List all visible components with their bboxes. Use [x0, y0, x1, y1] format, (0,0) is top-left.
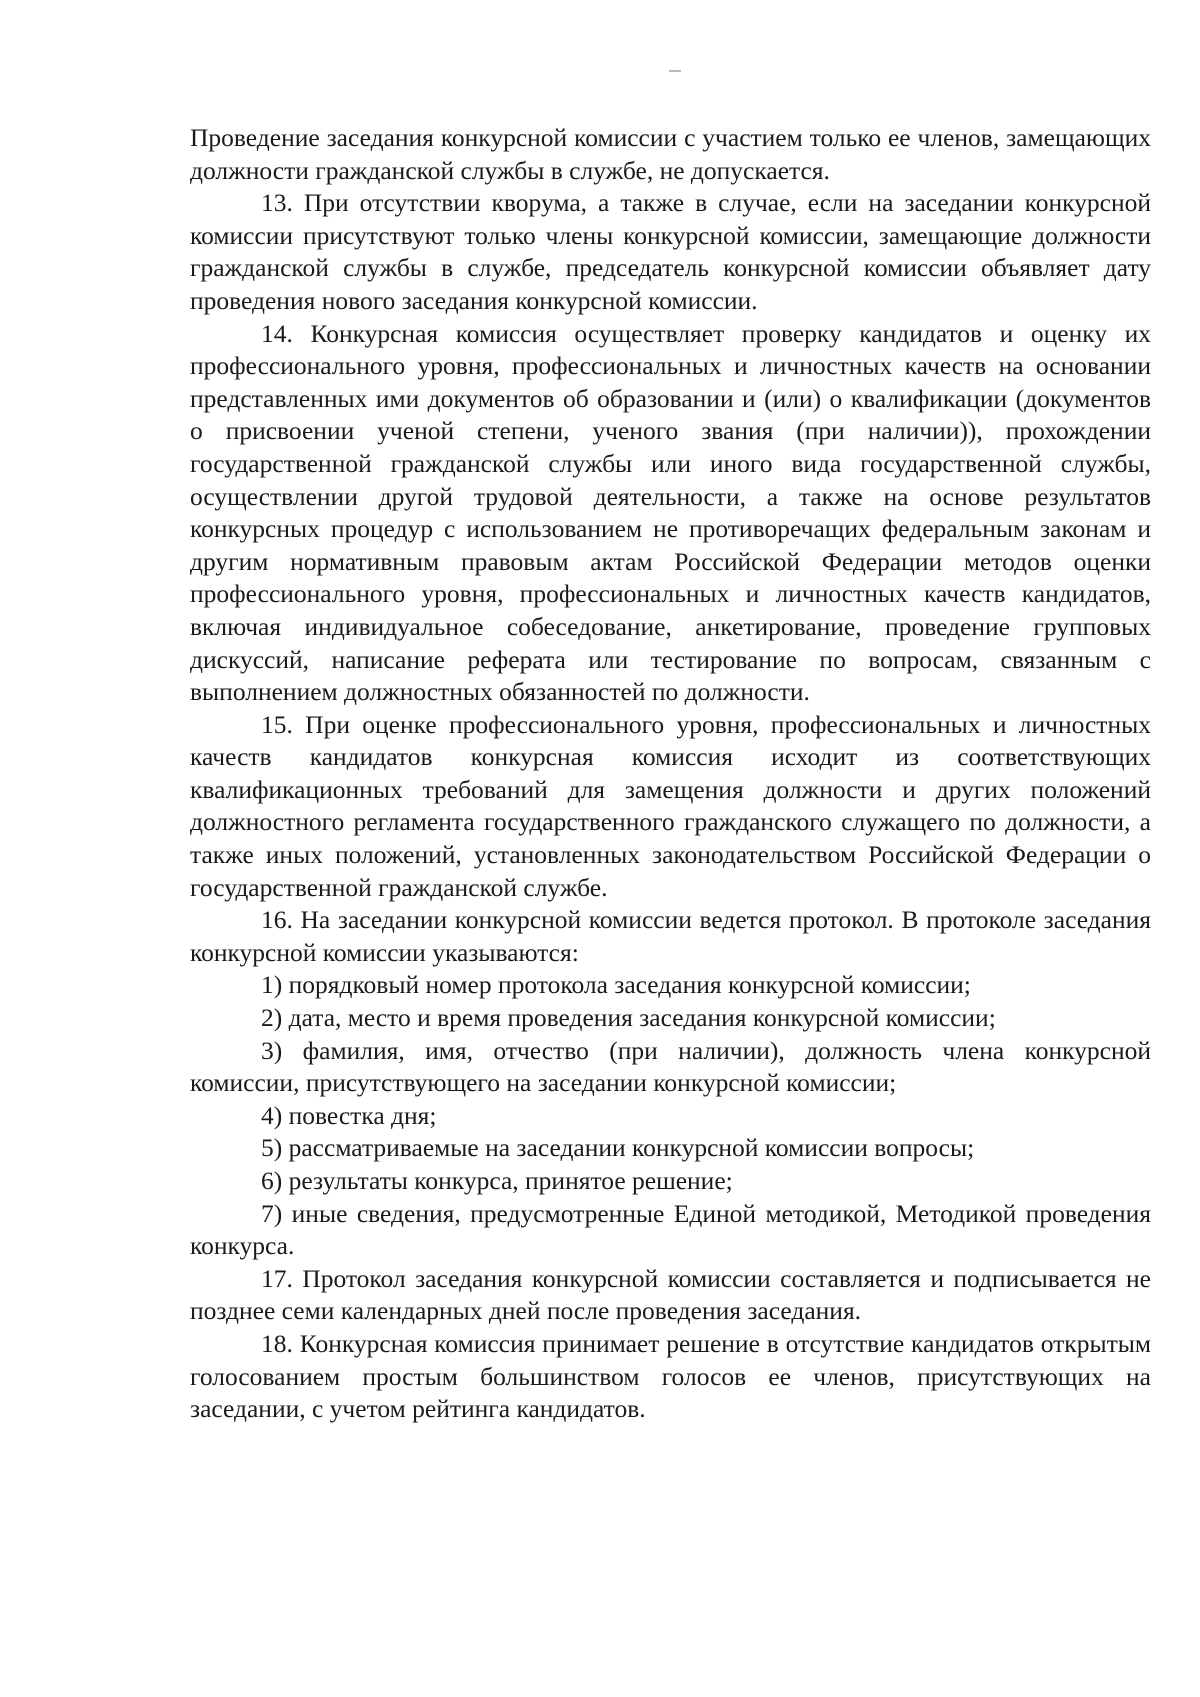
list-item-questions: 5) рассматриваемые на заседании конкурсной комиссии вопросы;: [261, 1133, 975, 1163]
list-item-member-details: 3) фамилия, имя, отчество (при наличии), должность члена конкурсной комиссии, присутствующего на заседании конкурсной комиссии;: [190, 1035, 1151, 1098]
list-item-date-place-time: 2) дата, место и время проведения заседания конкурсной комиссии;: [261, 1003, 996, 1033]
page-top-mark: [669, 70, 681, 72]
paragraph-13-quorum: 13. При отсутствии кворума, а также в случае, если на заседании конкурсной комиссии присутствуют только члены конкурсной комиссии, замещающие должности гражданской службы в службе, председатель конкурсной комиссии объявляет дату проведения нового заседания конкурсной комиссии.: [190, 188, 1151, 315]
list-item-other-info: 7) иные сведения, предусмотренные Единой методикой, Методикой проведения конкурса.: [190, 1198, 1151, 1261]
list-item-results: 6) результаты конкурса, принятое решение;: [261, 1166, 733, 1195]
paragraph-16-protocol: 16. На заседании конкурсной комиссии ведется протокол. В протоколе заседания конкурсной комиссии указываются:: [190, 905, 1151, 967]
list-item-protocol-number: 1) порядковый номер протокола заседания конкурсной комиссии;: [261, 970, 971, 1000]
list-item-agenda: 4) повестка дня;: [261, 1100, 437, 1130]
document-body: [190, 122, 1151, 1426]
paragraph-18-decision: 18. Конкурсная комиссия принимает решение в отсутствие кандидатов открытым голосованием простым большинством голосов ее членов, присутствующих на заседании, с учетом рейтинга кандидатов.: [190, 1328, 1151, 1424]
paragraph-15-assessment-criteria: 15. При оценке профессионального уровня, профессиональных и личностных качеств кандидатов конкурсная комиссия исходит из соответствующих квалификационных требований для замещения должности и других положений должностного регламента государственного гражданского служащего по должности, а также иных положений, установленных законодательством Российской Федерации о государственной гражданской службе.: [190, 709, 1151, 902]
paragraph-continuation: Проведение заседания конкурсной комиссии с участием только ее членов, замещающих должности гражданской службы в службе, не допускается.: [190, 123, 1151, 185]
paragraph-14-candidate-evaluation: 14. Конкурсная комиссия осуществляет проверку кандидатов и оценку их профессионального уровня, профессиональных и личностных качеств на основании представленных ими документов об образовании и (или) о квалификации (документов о присвоении ученой степени, ученого звания (при наличии)), прохождении государственной гражданской службы или иного вида государственной службы, осуществлении другой трудовой деятельности, а также на основе результатов конкурсных процедур с использованием не противоречащих федеральным законам и другим нормативным правовым актам Российской Федерации методов оценки профессионального уровня, профессиональных и личностных качеств кандидатов, включая индивидуальное собеседование, анкетирование, проведение групповых дискуссий, написание реферата или тестирование по вопросам, связанным с выполнением должностных обязанностей по должности.: [190, 318, 1151, 707]
paragraph-17-protocol-signing: 17. Протокол заседания конкурсной комиссии составляется и подписывается не позднее семи календарных дней после проведения заседания.: [190, 1263, 1151, 1326]
